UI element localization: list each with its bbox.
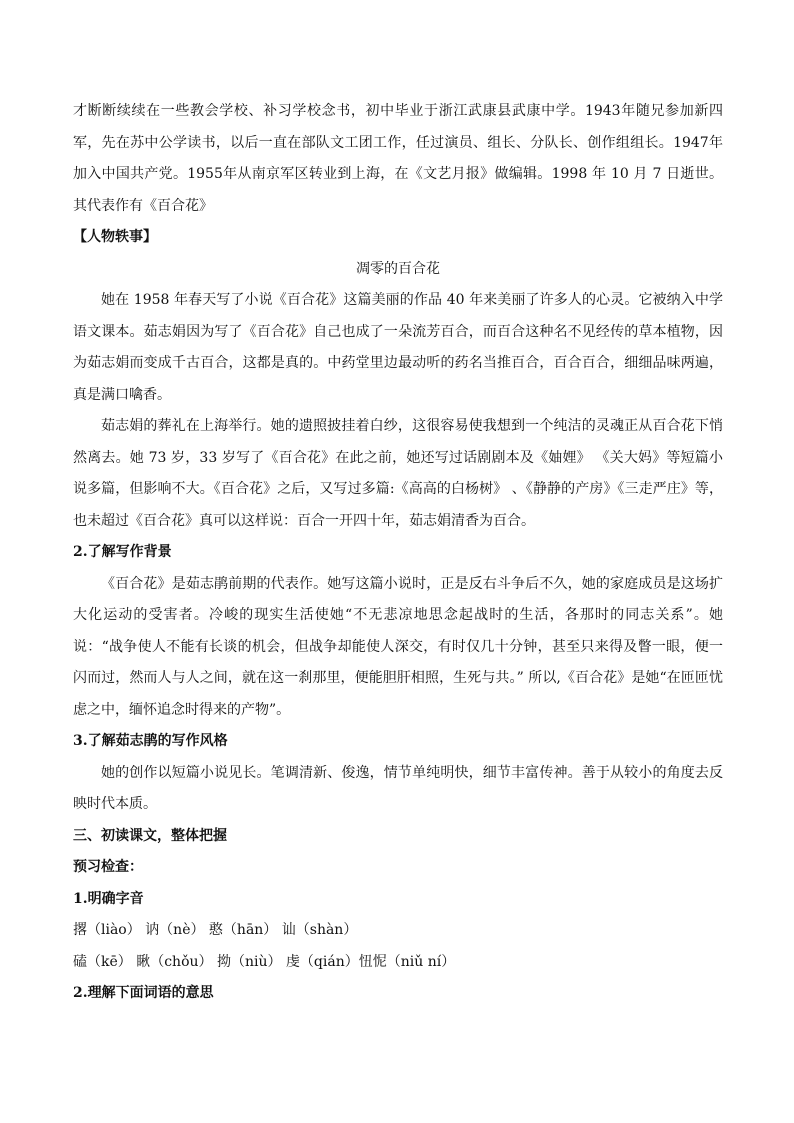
meaning-heading: 2.理解下面词语的意思	[73, 985, 214, 1001]
author-biography: 才断断续续在一些教会学校、补习学校念书，初中毕业于浙江武康县武康中学。1943年随兄参加新四军，先在苏中公学读书，以后一直在部队文工团工作，任过演员、组长、分队长、创作组组长。1947年加入中国共产党。1955年从南京军区转业到上海，在《文艺月报》做编辑。1998 年 10 月 7 日逝世。其代表作有《百合花》	[73, 103, 723, 214]
style-paragraph: 她的创作以短篇小说见长。笔调清新、俊逸，情节单纯明快，细节丰富传神。善于从较小的角度去反映时代本质。	[73, 764, 723, 812]
anecdote-paragraph: 她在 1958 年春天写了小说《百合花》这篇美丽的作品 40 年来美丽了许多人的心灵。它被纳入中学语文课本。茹志娟因为写了《百合花》自己也成了一朵流芳百合，而百合这种名不见经传的草本植物，因为茹志娟而变成千古百合，这都是真的。中药堂里边最动听的药名当推百合，百合百合，细细品味两遍，真是满口噙香。	[73, 292, 723, 403]
anecdote-title: 凋零的百合花	[356, 260, 440, 277]
anecdote-heading: 【人物轶事】	[73, 229, 157, 245]
pronunciation-line: 撂（liào） 讷（nè） 憨（hān） 讪（shàn）	[73, 922, 358, 938]
section-heading-background: 2.了解写作背景	[73, 544, 172, 560]
section-heading-style: 3.了解茹志鹃的写作风格	[73, 733, 228, 749]
background-paragraph: 《百合花》是茹志鹃前期的代表作。她写这篇小说时，正是反右斗争后不久，她的家庭成员是这场扩大化运动的受害者。冷峻的现实生活使她“不无悲凉地思念起战时的生活，各那时的同志关系”。她说：“战争使人不能有长谈的机会，但战争却能使人深交，有时仅几十分钟，甚至只来得及瞥一眼，便一闪而过，然而人与人之间，就在这一刹那里，便能胆肝相照，生死与共。” 所以,《百合花》是她“在匝匝忧虑之中，缅怀追念时得来的产物”。	[73, 575, 723, 718]
pronunciation-heading: 1.明确字音	[73, 890, 144, 907]
preview-heading: 预习检查：	[73, 859, 143, 875]
pronunciation-line: 磕（kē） 瞅（chǒu） 拗（niù） 虔（qián）忸怩（niǔ ní）	[73, 953, 456, 970]
part-heading-reading: 三、初读课文，整体把握	[73, 827, 227, 844]
document-page	[73, 96, 723, 1010]
anecdote-paragraph: 茹志娟的葬礼在上海举行。她的遗照披挂着白纱，这很容易使我想到一个纯洁的灵魂正从百合花下悄然离去。她 73 岁，33 岁写了《百合花》在此之前，她还写过话剧剧本及《妯娌》 《关大妈》等短篇小说多篇，但影响不大。《百合花》之后，又写过多篇:《高高的白杨树》 、《静静的产房》《三走严庄》等，也未超过《百合花》真可以这样说：百合一开四十年，茹志娟清香为百合。	[73, 418, 723, 529]
